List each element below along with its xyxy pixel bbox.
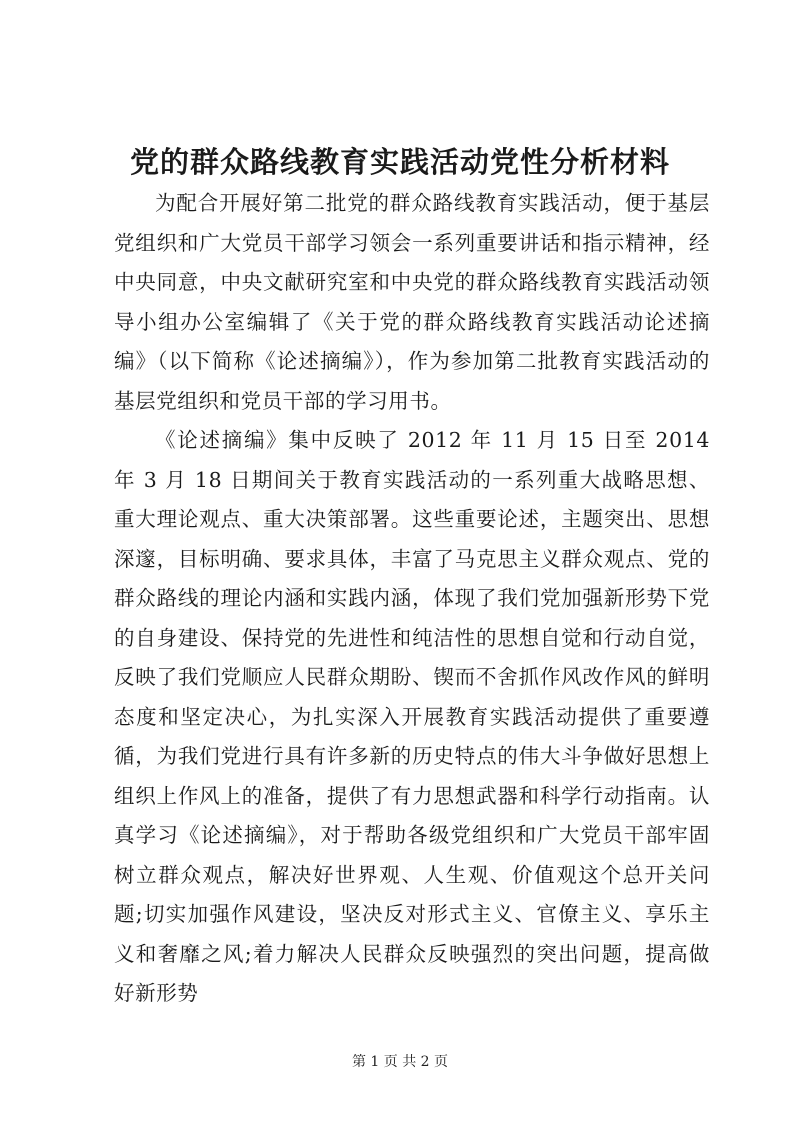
paragraph-2: 《论述摘编》集中反映了 2012 年 11 月 15 日至 2014 年 3 月 18 日期间关于教育实践活动的一系列重大战略思想、重大理论观点、重大决策部署。这些重要论述，主题突出、思想深邃，目标明确、要求具体，丰富了马克思主义群众观点、党的群众路线的理论内涵和实践内涵，体现了我们党加强新形势下党的自身建设、保持党的先进性和纯洁性的思想自觉和行动自觉，反映了我们党顺应人民群众期盼、锲而不舍抓作风改作风的鲜明态度和坚定决心，为扎实深入开展教育实践活动提供了重要遵循，为我们党进行具有许多新的历史特点的伟大斗争做好思想上组织上作风上的准备，提供了有力思想武器和科学行动指南。认真学习《论述摘编》，对于帮助各级党组织和广大党员干部牢固树立群众观点，解决好世界观、人生观、价值观这个总开关问题;切实加强作风建设，坚决反对形式主义、官僚主义、享乐主义和奢靡之风;着力解决人民群众反映强烈的突出问题，提高做好新形势 bbox=[114, 428, 710, 1005]
page-number: 第 1 页 共 2 页 bbox=[351, 1054, 449, 1070]
paragraph-1: 为配合开展好第二批党的群众路线教育实践活动，便于基层党组织和广大党员干部学习领会一系列重要讲话和指示精神，经中央同意，中央文献研究室和中央党的群众路线教育实践活动领导小组办公室编辑了《关于党的群众路线教育实践活动论述摘编》（以下简称《论述摘编》），作为参加第二批教育实践活动的基层党组织和党员干部的学习用书。 bbox=[114, 191, 710, 413]
document-title: 党的群众路线教育实践活动党性分析材料 bbox=[129, 145, 670, 179]
page-footer bbox=[0, 1052, 800, 1072]
document-body bbox=[114, 184, 710, 1014]
